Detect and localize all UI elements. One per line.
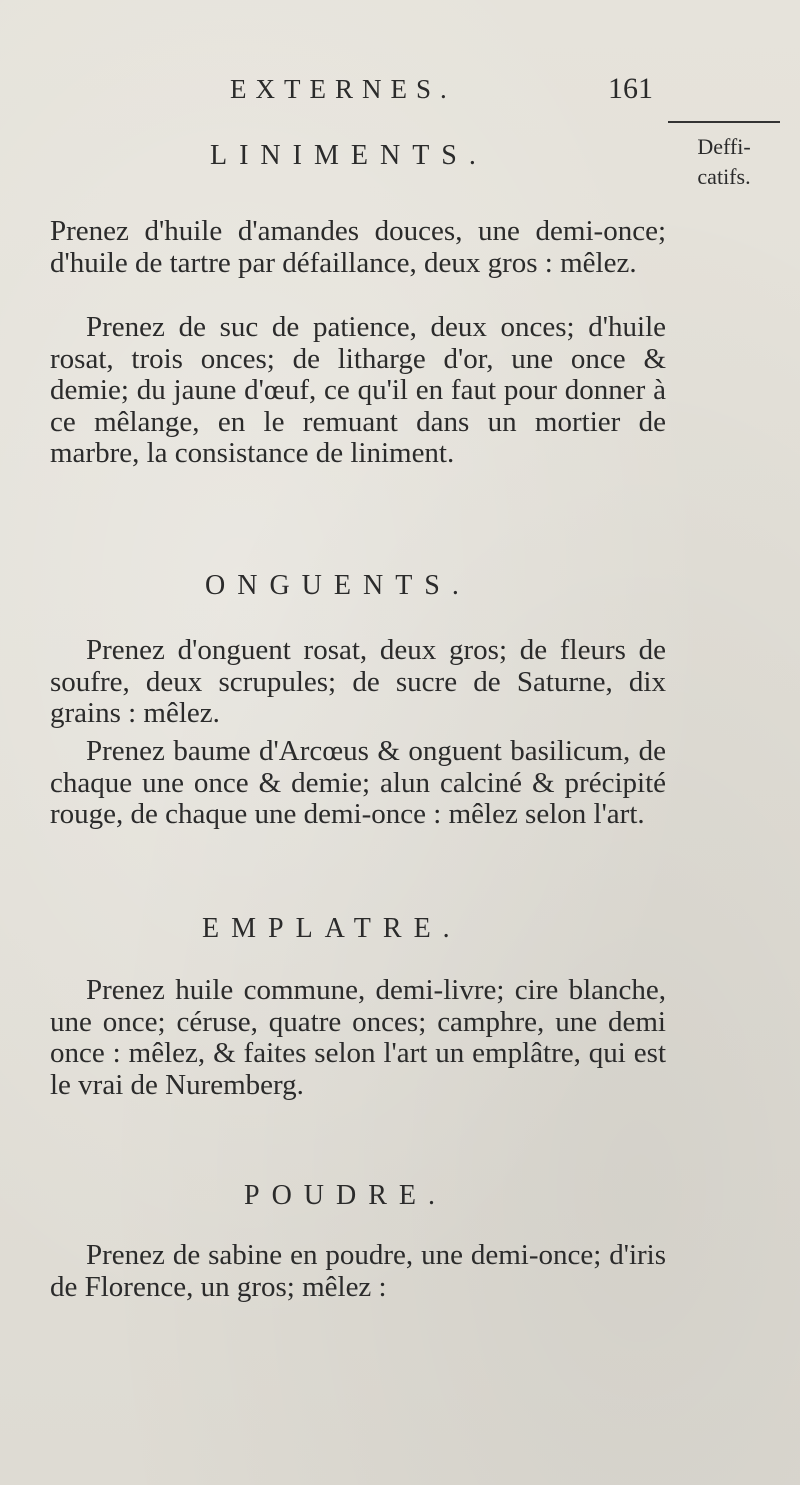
- marginal-note: [664, 132, 784, 192]
- marginal-note-text: Deffi- catifs.: [697, 134, 751, 189]
- running-title: EXTERNES.: [230, 74, 456, 104]
- paragraph-liniment-2: Prenez de suc de patience, deux onces; d'huile rosat, trois onces; de litharge d'or, une once & demie; du jaune d'œuf, ce qu'il en faut pour donner à ce mêlange, en le remuant dans un mortier de marbre, la consistance de liniment.: [50, 311, 666, 469]
- page-number: 161: [608, 72, 653, 105]
- paragraph-onguent-1: Prenez d'onguent rosat, deux gros; de fleurs de soufre, deux scrupules; de sucre de Saturne, dix grains : mêlez.: [50, 634, 666, 729]
- section-heading-emplatre: EMPLATRE.: [202, 913, 462, 944]
- paragraph-onguent-2: Prenez baume d'Arcœus & onguent basilicum, de chaque une once & demie; alun calciné & précipité rouge, de chaque une demi-once : mêlez selon l'art.: [50, 735, 666, 830]
- section-heading-poudre: POUDRE.: [244, 1180, 448, 1211]
- section-heading-liniments: LINIMENTS.: [210, 140, 488, 171]
- running-head: [225, 74, 665, 114]
- section-heading-onguents: ONGUENTS.: [205, 570, 471, 601]
- paragraph-poudre-1: Prenez de sabine en poudre, une demi-once; d'iris de Florence, un gros; mêlez :: [50, 1239, 666, 1303]
- marginal-rule: [668, 121, 780, 123]
- paragraph-liniment-1: Prenez d'huile d'amandes douces, une demi-once; d'huile de tartre par défaillance, deux gros : mêlez.: [50, 215, 666, 279]
- paragraph-emplatre-1: Prenez huile commune, demi-livre; cire blanche, une once; céruse, quatre onces; camphre, une demi once : mêlez, & faites selon l'art un emplâtre, qui est le vrai de Nuremberg.: [50, 974, 666, 1101]
